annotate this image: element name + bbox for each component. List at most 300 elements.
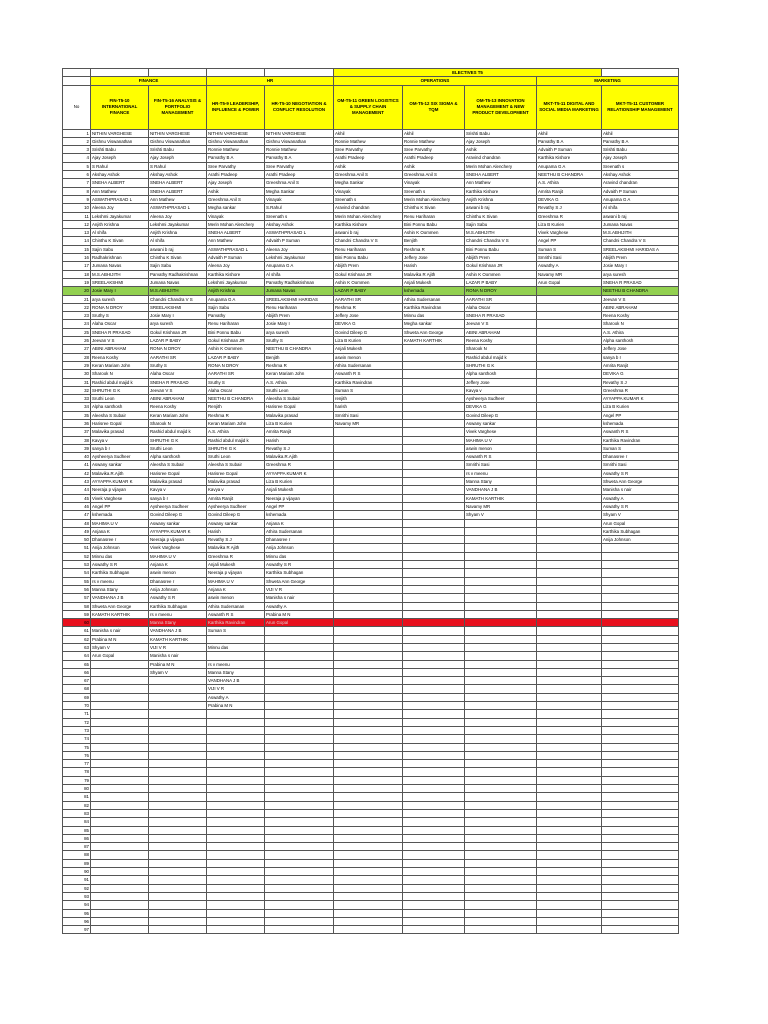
student-name-cell (334, 469, 403, 477)
student-name-cell: Manisha s nair (91, 627, 149, 635)
table-row (63, 345, 679, 353)
student-name-cell: Jeffery Jose (403, 254, 465, 262)
student-name-cell (403, 519, 465, 527)
student-name-cell (265, 884, 334, 892)
student-name-cell (537, 411, 602, 419)
student-name-cell: DEVIKA G (334, 320, 403, 328)
student-name-cell: Sajin Sabu (207, 303, 265, 311)
student-name-cell: LAZAR P BABY (334, 287, 403, 295)
student-name-cell: Angel PP (265, 502, 334, 510)
student-name-cell (537, 635, 602, 643)
student-name-cell: Liza B Kurien (537, 220, 602, 228)
student-name-cell (537, 768, 602, 776)
student-name-cell (207, 834, 265, 842)
student-name-cell (403, 668, 465, 676)
student-name-cell: Karthika Kishore (334, 220, 403, 228)
student-name-cell: NEETHU B CHANDRA (537, 171, 602, 179)
table-row (63, 702, 679, 710)
student-name-cell: Amrita Ranjit (265, 428, 334, 436)
student-name-cell: Akhil (602, 129, 679, 137)
student-name-cell (265, 859, 334, 867)
student-name-cell: Sharook N (91, 370, 149, 378)
student-name-cell: ASWATHPRASAD L (149, 204, 207, 212)
table-row (63, 519, 679, 527)
row-number: 73 (63, 726, 91, 734)
student-name-cell (602, 627, 679, 635)
table-row (63, 536, 679, 544)
student-name-cell (537, 901, 602, 909)
student-name-cell (265, 735, 334, 743)
row-number: 37 (63, 428, 91, 436)
row-number: 75 (63, 743, 91, 751)
student-name-cell: Aysheerya Sudheer (149, 502, 207, 510)
student-name-cell: Lekshmi Jayakumar (207, 278, 265, 286)
student-name-cell (465, 776, 537, 784)
student-name-cell: Ashin K Oommen (207, 345, 265, 353)
subject-header: FIN-T5-10 INTERNATIONAL FINANCE (91, 85, 149, 129)
student-name-cell (334, 884, 403, 892)
row-number: 59 (63, 610, 91, 618)
student-name-cell (91, 718, 149, 726)
student-name-cell: LAZAR P BABY (465, 278, 537, 286)
row-number: 65 (63, 660, 91, 668)
student-name-cell: Shweta Ann George (91, 602, 149, 610)
student-name-cell: Rashid abdul majid k (207, 436, 265, 444)
student-name-cell: Vinayak (403, 179, 465, 187)
student-name-cell: Ashik (334, 162, 403, 170)
student-name-cell (334, 619, 403, 627)
student-name-cell (91, 851, 149, 859)
student-name-cell (465, 768, 537, 776)
student-name-cell (207, 726, 265, 734)
student-name-cell: NITHIN VARGHESE (91, 129, 149, 137)
student-name-cell: Advaith P Suman (207, 254, 265, 262)
student-name-cell: VANDHANA J B (91, 594, 149, 602)
student-name-cell (207, 892, 265, 900)
student-name-cell: Harisree Gopal (91, 419, 149, 427)
student-name-cell (334, 785, 403, 793)
table-row (63, 818, 679, 826)
student-name-cell (602, 594, 679, 602)
student-name-cell: AARATHI SR (334, 295, 403, 303)
student-name-cell (537, 536, 602, 544)
student-name-cell (403, 395, 465, 403)
student-name-cell: Malavika.R.Ajith (265, 453, 334, 461)
student-name-cell: NEETHU B CHANDRA (602, 287, 679, 295)
student-name-cell: Jumana Navas (602, 220, 679, 228)
student-name-cell (265, 793, 334, 801)
student-name-cell (91, 710, 149, 718)
student-name-cell: NEETHU B CHANDRA (207, 395, 265, 403)
student-name-cell (602, 644, 679, 652)
student-name-cell (334, 668, 403, 676)
student-name-cell: Dhanasree r (265, 536, 334, 544)
student-name-cell: Sruthy S (265, 337, 334, 345)
student-name-cell: Aleesha S Subair (207, 461, 265, 469)
student-name-cell: Sruthi Leon (149, 444, 207, 452)
student-name-cell (403, 818, 465, 826)
student-name-cell: Reshma R (207, 411, 265, 419)
student-name-cell (403, 486, 465, 494)
student-name-cell: Manna Stany (207, 668, 265, 676)
student-name-cell: Arathi Pradeep (207, 171, 265, 179)
table-row (63, 644, 679, 652)
student-name-cell: Akshay Ashok (91, 171, 149, 179)
student-name-cell: Anjith Krishna (207, 287, 265, 295)
table-row (63, 229, 679, 237)
student-name-cell (403, 469, 465, 477)
student-name-cell (91, 768, 149, 776)
student-name-cell: Prabina M N (91, 635, 149, 643)
group-operations: OPERATIONS (334, 77, 537, 85)
student-name-cell: RONA N DROY (149, 345, 207, 353)
table-row (63, 337, 679, 345)
student-name-cell: Bini Ponnu Babu (465, 245, 537, 253)
student-name-cell (403, 884, 465, 892)
student-name-cell: Sharook N (149, 419, 207, 427)
student-name-cell (537, 419, 602, 427)
student-name-cell: Sruthi Leon (207, 453, 265, 461)
student-name-cell (149, 801, 207, 809)
student-name-cell (602, 776, 679, 784)
student-name-cell (149, 743, 207, 751)
row-number: 97 (63, 926, 91, 934)
student-name-cell (334, 602, 403, 610)
student-name-cell: Arathi Pradeep (403, 154, 465, 162)
student-name-cell: MAHIMA U V (207, 577, 265, 585)
student-name-cell (403, 859, 465, 867)
student-name-cell: arya suresh (602, 270, 679, 278)
student-name-cell (537, 652, 602, 660)
student-name-cell: Aleesha S Subair (149, 461, 207, 469)
student-name-cell: Navamy MR (334, 419, 403, 427)
student-name-cell: aswani b raj (602, 212, 679, 220)
row-number: 70 (63, 702, 91, 710)
student-name-cell (334, 552, 403, 560)
group-finance: FINANCE (91, 77, 207, 85)
student-name-cell: ABINI ABRAHAM (465, 328, 537, 336)
student-name-cell (149, 710, 207, 718)
table-row (63, 652, 679, 660)
student-name-cell (602, 760, 679, 768)
student-name-cell (149, 884, 207, 892)
student-name-cell: RONA N DROY (207, 361, 265, 369)
row-number: 29 (63, 361, 91, 369)
table-row (63, 660, 679, 668)
student-name-cell: RONA N DROY (465, 287, 537, 295)
student-name-cell: Karthika Kishore (207, 270, 265, 278)
student-name-cell (91, 901, 149, 909)
student-name-cell: AYYAPPA KUMAR K (91, 478, 149, 486)
student-name-cell (207, 884, 265, 892)
row-number: 41 (63, 461, 91, 469)
student-name-cell: Megha sankar (403, 320, 465, 328)
student-name-cell: Josie Mary I (602, 262, 679, 270)
student-name-cell: Lekshmi Jayakumar (149, 220, 207, 228)
student-name-cell (537, 868, 602, 876)
student-name-cell: DEVIKA G (602, 370, 679, 378)
student-name-cell (602, 602, 679, 610)
student-name-cell: Shweta Ann George (265, 577, 334, 585)
student-name-cell (91, 884, 149, 892)
student-name-cell: aswin menon (207, 594, 265, 602)
student-name-cell: NITHIN VARGHESE (149, 129, 207, 137)
student-name-cell (537, 287, 602, 295)
student-name-cell (537, 710, 602, 718)
student-name-cell (465, 834, 537, 842)
student-name-cell (403, 901, 465, 909)
student-name-cell: Aleena Joy (265, 245, 334, 253)
student-name-cell: Alpha santhosh (149, 453, 207, 461)
student-name-cell: Smrithi Sasi (465, 461, 537, 469)
table-row (63, 287, 679, 295)
student-name-cell: Parvathy B A (602, 137, 679, 145)
student-name-cell (465, 693, 537, 701)
table-row (63, 478, 679, 486)
student-name-cell (537, 519, 602, 527)
student-name-cell (537, 594, 602, 602)
student-name-cell: SNEHA R PRASAD (149, 378, 207, 386)
student-name-cell (334, 610, 403, 618)
student-name-cell: Merin Mohan Alenchery (403, 195, 465, 203)
student-name-cell (537, 337, 602, 345)
student-name-cell: renjith (334, 395, 403, 403)
subject-header: HR-T5-10 NEGOTIATION & CONFLICT RESOLUTION (265, 85, 334, 129)
row-number: 57 (63, 594, 91, 602)
student-name-cell: aswin menon (465, 444, 537, 452)
student-name-cell (334, 776, 403, 784)
student-name-cell: Al shifa (265, 270, 334, 278)
student-name-cell: KAMATH KARTHIK (149, 635, 207, 643)
student-name-cell (537, 370, 602, 378)
student-name-cell: Liza B Kurien (334, 337, 403, 345)
student-name-cell: Gokul Krishnan JR (207, 337, 265, 345)
subject-header: OM-T5-12 SIX SIGMA & TQM (403, 85, 465, 129)
student-name-cell (465, 859, 537, 867)
student-name-cell: M.S.ABHIJITH (91, 270, 149, 278)
student-name-cell (403, 834, 465, 842)
student-name-cell: rs v meenu (149, 610, 207, 618)
student-name-cell: Sreenath s (602, 162, 679, 170)
table-row (63, 594, 679, 602)
student-name-cell (91, 693, 149, 701)
table-row (63, 561, 679, 569)
student-name-cell: KAMATH KARTHIK (403, 337, 465, 345)
student-name-cell (91, 793, 149, 801)
student-name-cell (465, 718, 537, 726)
student-name-cell: Vivek Varghese (465, 428, 537, 436)
student-name-cell: Aswathy S R (602, 469, 679, 477)
student-name-cell (91, 776, 149, 784)
student-name-cell: Ann Mathew (91, 187, 149, 195)
student-name-cell: Abijith Prem (465, 254, 537, 262)
student-name-cell: Greeshma Anil S (207, 195, 265, 203)
student-name-cell: Jeevan V S (91, 337, 149, 345)
student-name-cell (602, 660, 679, 668)
student-name-cell: Reshma R (265, 361, 334, 369)
student-name-cell: Gishnu Viswanathan (207, 137, 265, 145)
student-name-cell (403, 660, 465, 668)
student-name-cell (537, 552, 602, 560)
student-name-cell (265, 726, 334, 734)
student-name-cell: Ajay Joseph (602, 154, 679, 162)
student-name-cell (265, 693, 334, 701)
student-name-cell (403, 386, 465, 394)
row-number: 19 (63, 278, 91, 286)
student-name-cell: A.S. Athira (265, 378, 334, 386)
student-name-cell: AYYAPPA KUMAR K (602, 395, 679, 403)
student-name-cell: Ashin K Oommen (465, 270, 537, 278)
student-name-cell: Anjana K (265, 519, 334, 527)
table-row (63, 677, 679, 685)
student-name-cell: Abijith Prem (334, 262, 403, 270)
table-row (63, 154, 679, 162)
student-name-cell (334, 486, 403, 494)
student-name-cell: Megha sankar (207, 204, 265, 212)
row-number: 69 (63, 693, 91, 701)
student-name-cell (537, 793, 602, 801)
student-name-cell (334, 801, 403, 809)
student-name-cell: Sruthy S (91, 312, 149, 320)
student-name-cell: M.S.ABHIJITH (602, 229, 679, 237)
student-name-cell (334, 851, 403, 859)
student-name-cell (334, 453, 403, 461)
student-name-cell (265, 677, 334, 685)
student-name-cell (465, 668, 537, 676)
student-name-cell (602, 843, 679, 851)
student-name-cell (91, 859, 149, 867)
student-name-cell (403, 403, 465, 411)
electives-sheet (62, 68, 679, 934)
student-name-cell: Harish (207, 527, 265, 535)
table-row (63, 884, 679, 892)
student-name-cell: Malavika prasad (149, 478, 207, 486)
student-name-cell (403, 677, 465, 685)
student-name-cell: RONA N DROY (91, 303, 149, 311)
student-name-cell: Arun Gopal (537, 278, 602, 286)
student-name-cell (537, 801, 602, 809)
student-name-cell: Angel PP (91, 502, 149, 510)
table-row (63, 635, 679, 643)
student-name-cell: Bini Ponnu Babu (403, 220, 465, 228)
table-row (63, 212, 679, 220)
student-name-cell (465, 594, 537, 602)
student-name-cell: Benjith (265, 353, 334, 361)
student-name-cell (602, 693, 679, 701)
student-name-cell (537, 303, 602, 311)
student-name-cell (465, 677, 537, 685)
student-name-cell: Anupama G A (265, 262, 334, 270)
student-name-cell (207, 859, 265, 867)
student-name-cell: Alaha Oscar (465, 303, 537, 311)
student-name-cell: SREELAKSHMI HARIDAS A (602, 245, 679, 253)
student-name-cell (207, 926, 265, 934)
student-name-cell: Kavya v (149, 486, 207, 494)
student-name-cell: Jeevan V S (465, 320, 537, 328)
student-name-cell: Anupama G A (207, 295, 265, 303)
student-name-cell: Reena Koshy (602, 312, 679, 320)
student-name-cell: DEVIKA G (537, 195, 602, 203)
student-name-cell: Aswany sankar (149, 519, 207, 527)
student-name-cell: SREELAKSHMI (91, 278, 149, 286)
student-name-cell: A.S. Athira (602, 328, 679, 336)
student-name-cell: Anjith Krishna (465, 195, 537, 203)
student-name-cell: Gokul Krishnan JR (465, 262, 537, 270)
student-name-cell: Malavika prasad (265, 411, 334, 419)
table-row (63, 237, 679, 245)
student-name-cell: Karthika Kishore (537, 154, 602, 162)
table-row (63, 785, 679, 793)
student-name-cell: Sajin Sabu (91, 245, 149, 253)
student-name-cell: Reena Koshy (465, 337, 537, 345)
student-name-cell (465, 627, 537, 635)
student-name-cell: Anija Johnson (91, 544, 149, 552)
student-name-cell (537, 926, 602, 934)
table-row (63, 129, 679, 137)
student-name-cell (602, 743, 679, 751)
row-number: 55 (63, 577, 91, 585)
student-name-cell: Harish (403, 262, 465, 270)
student-name-cell (537, 527, 602, 535)
student-name-cell: Anjali Mukesh (334, 345, 403, 353)
student-name-cell (207, 876, 265, 884)
student-name-cell (537, 403, 602, 411)
student-name-cell (207, 743, 265, 751)
student-name-cell (149, 926, 207, 934)
table-row (63, 395, 679, 403)
student-name-cell: Kavya v (207, 486, 265, 494)
student-name-cell (537, 685, 602, 693)
row-number: 25 (63, 328, 91, 336)
student-name-cell: Aswany sankar (91, 461, 149, 469)
student-name-cell (537, 610, 602, 618)
student-name-cell (207, 818, 265, 826)
table-row (63, 843, 679, 851)
student-name-cell (91, 751, 149, 759)
student-name-cell: SREELAKSHMI (149, 303, 207, 311)
student-name-cell (265, 644, 334, 652)
student-name-cell: Sruthi Leon (91, 395, 149, 403)
table-row (63, 353, 679, 361)
row-number: 30 (63, 370, 91, 378)
student-name-cell (265, 909, 334, 917)
student-name-cell: Greeshma R (537, 212, 602, 220)
student-name-cell: Lekshmi Jayakumar (265, 254, 334, 262)
student-name-cell (265, 826, 334, 834)
table-row (63, 851, 679, 859)
student-name-cell: Revathy S J (537, 204, 602, 212)
student-name-cell: KAMATH KARTHIK (91, 610, 149, 618)
table-row (63, 760, 679, 768)
student-name-cell: Bini Ponnu Babu (207, 328, 265, 336)
student-name-cell (465, 843, 537, 851)
student-name-cell (537, 312, 602, 320)
student-name-cell (91, 743, 149, 751)
student-name-cell: Aswathy A (537, 262, 602, 270)
student-name-cell (403, 536, 465, 544)
student-name-cell (602, 826, 679, 834)
student-name-cell: Aysheerya Sudheer (207, 502, 265, 510)
student-name-cell (537, 834, 602, 842)
student-name-cell: VANDHANA J B (207, 677, 265, 685)
student-name-cell: Reena Koshy (149, 403, 207, 411)
student-name-cell: aswani b raj (149, 245, 207, 253)
student-name-cell: Keran Mariam John (265, 370, 334, 378)
student-name-cell (149, 702, 207, 710)
student-name-cell: Ronnie Mathew (207, 146, 265, 154)
student-name-cell (403, 652, 465, 660)
student-name-cell (537, 486, 602, 494)
